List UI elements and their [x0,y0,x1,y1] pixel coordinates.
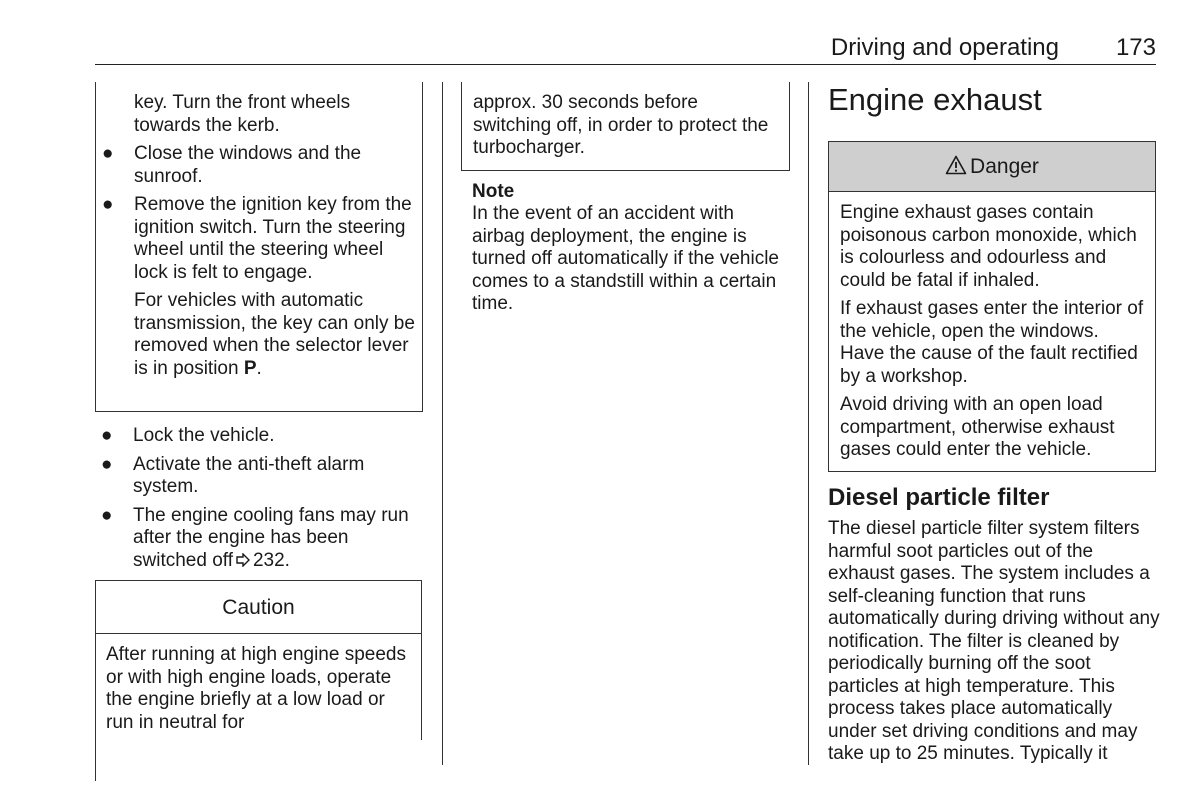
danger-paragraph: If exhaust gases enter the interior of the vehicle, open the windows. Have the cause of the fault rectified by a workshop. [840,298,1144,387]
danger-title: Danger [970,155,1039,178]
danger-paragraph: Avoid driving with an open load compartment, otherwise exhaust gases could enter the vehicle. [840,394,1115,460]
list-item: ● The engine cooling fans may run after the engine has been switched off 232. [101,504,409,571]
caution-text: After running at high engine speeds or with high engine loads, operate the engine briefly at a low load or run in neutral for [106,644,406,733]
caution-box-right-edge [421,580,422,740]
bullet-dot: ● [101,425,113,446]
page-reference-icon [236,553,250,567]
bullet-dot: ● [102,194,114,215]
list-item: ● Close the windows and the sunroof. [102,143,362,187]
warning-triangle-icon [945,155,967,175]
caution-box-continued [461,82,790,171]
danger-paragraph: Engine exhaust gases contain poisonous carbon monoxide, which is colourless and odourless and could be fatal if inhaled. [840,202,1137,291]
page-number: 173 [1115,34,1156,61]
column-1-list [95,425,425,578]
warning-box-continued [95,82,423,412]
note-block [472,181,792,316]
danger-header [829,142,1155,192]
list-item: ● Activate the anti-theft alarm system. [101,453,365,497]
danger-box [828,141,1156,472]
caution-cont-text: approx. 30 seconds before switching off, in order to protect the turbocharger. [473,92,769,158]
list-item: ● Remove the ignition key from the ignition switch. Turn the steering wheel until the steering wheel lock is felt to engage. [102,194,412,283]
box-bullet-list [96,143,416,284]
subsection-heading: Diesel particle filter [828,484,1050,511]
page-header [95,34,1156,65]
caution-title: Caution [96,581,422,634]
column-rule-2 [808,82,809,765]
page-reference[interactable]: 232. [252,549,290,571]
section-heading: Engine exhaust [828,82,1042,117]
diesel-filter-text: The diesel particle filter system filters harmful soot particles out of the exhaust gases. The system includes a self-cleaning function that runs automatically during driving without any notification. The filter is cleaned by periodically burning off the soot particles at high temperature. This process takes place automatically under set driving conditions and may take up to 25 minutes. Typically it [828,518,1160,764]
bullet-dot: ● [101,453,113,475]
section-title: Driving and operating [830,34,1059,61]
column-rule-1 [442,82,443,765]
box-paragraph: For vehicles with automatic transmission, the key can only be removed when the selector lever is in position P. [134,290,415,379]
list-item: ● Lock the vehicle. [101,425,275,446]
engine-exhaust-section [828,82,1158,118]
note-text: In the event of an accident with airbag deployment, the engine is turned off automatically if the vehicle comes to a standstill within a certain time. [472,203,779,314]
selector-position: P [243,357,257,379]
caution-box [95,580,422,781]
note-title: Note [472,181,515,202]
diesel-filter-section [828,484,1160,766]
bullet-dot: ● [101,504,113,526]
box-intro-text: key. Turn the front wheels towards the kerb. [134,92,351,136]
bullet-dot: ● [102,143,114,164]
